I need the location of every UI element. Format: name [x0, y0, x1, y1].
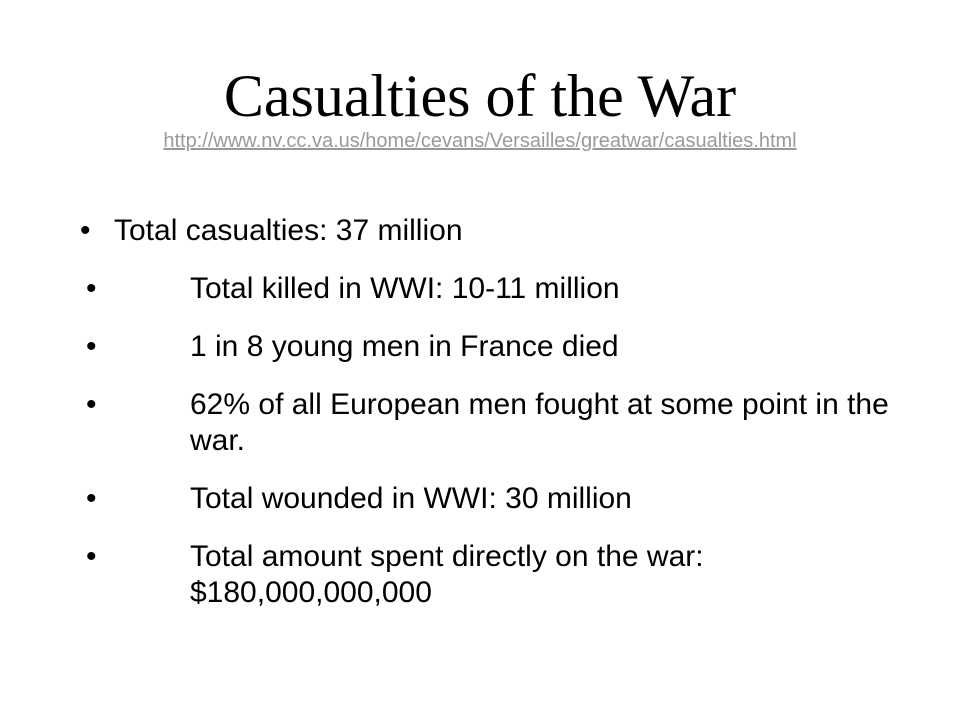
bullet-text: Total wounded in WWI: 30 million	[190, 482, 632, 515]
bullet-marker: •	[86, 482, 97, 515]
bullet-list	[80, 213, 910, 633]
bullet-text: 62% of all European men fought at some point in the war.	[190, 388, 889, 457]
bullet-text: Total casualties: 37 million	[114, 214, 463, 247]
bullet-text: Total killed in WWI: 10-11 million	[190, 272, 620, 305]
source-link[interactable]: http://www.nv.cc.va.us/home/cevans/Versailles/greatwar/casualties.html	[163, 130, 797, 152]
bullet-item-total-killed	[80, 271, 910, 307]
bullet-text: 1 in 8 young men in France died	[190, 330, 619, 363]
bullet-item-total-wounded	[80, 481, 910, 517]
bullet-item-france-died	[80, 329, 910, 365]
bullet-marker: •	[86, 540, 97, 573]
bullet-marker: •	[80, 214, 91, 247]
title-block	[60, 60, 900, 153]
bullet-text: Total amount spent directly on the war: $180,000,000,000	[190, 540, 704, 609]
bullet-marker: •	[86, 330, 97, 363]
slide-title: Casualties of the War	[223, 63, 737, 129]
bullet-item-total-spent	[80, 539, 910, 611]
bullet-marker: •	[86, 272, 97, 305]
bullet-item-european-men-fought	[80, 387, 910, 459]
bullet-marker: •	[86, 388, 97, 421]
bullet-item-total-casualties	[80, 213, 910, 249]
